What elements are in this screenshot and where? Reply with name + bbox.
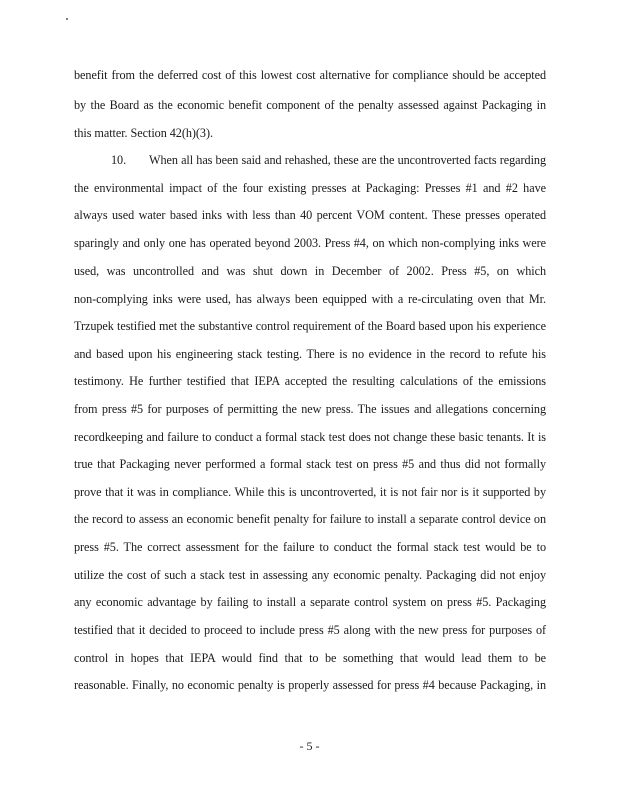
text-line: sparingly and only one has operated beyond 2003. Press #4, on which non-complying inks were xyxy=(74,236,546,250)
text-line: benefit from the deferred cost of this lowest cost alternative for compliance should be accepted xyxy=(74,68,546,82)
text-line: true that Packaging never performed a formal stack test on press #5 and thus did not formally xyxy=(74,457,546,471)
text-line: Trzupek testified met the substantive control requirement of the Board based upon his experience xyxy=(74,319,546,333)
text-line: the environmental impact of the four existing presses at Packaging: Presses #1 and #2 have xyxy=(74,181,546,195)
text-line: always used water based inks with less than 40 percent VOM content. These presses operated xyxy=(74,208,546,222)
text-line: and based upon his engineering stack testing. There is no evidence in the record to refute his xyxy=(74,347,546,361)
text-line: reasonable. Finally, no economic penalty is properly assessed for press #4 because Packaging, in xyxy=(74,678,546,692)
text-line: testified that it decided to proceed to include press #5 along with the new press for purposes of xyxy=(74,623,546,637)
text-line: non-complying inks were used, has always been equipped with a re-circulating oven that Mr. xyxy=(74,292,546,306)
text-line: any economic advantage by failing to install a separate control system on press #5. Packaging xyxy=(74,595,546,609)
text-line: control in hopes that IEPA would find that to be something that would lead them to be xyxy=(74,651,546,665)
text-line: used, was uncontrolled and was shut down in December of 2002. Press #5, on which xyxy=(74,264,546,278)
text-line: the record to assess an economic benefit penalty for failure to install a separate control device on xyxy=(74,512,546,526)
paragraph-first-line xyxy=(74,153,546,167)
text-line: by the Board as the economic benefit component of the penalty assessed against Packaging in xyxy=(74,98,546,112)
text-line: from press #5 for purposes of permitting the new press. The issues and allegations concerning xyxy=(74,402,546,416)
text-line: this matter. Section 42(h)(3). xyxy=(74,126,213,140)
text-line: recordkeeping and failure to conduct a formal stack test does not change these basic tenants. It is xyxy=(74,430,546,444)
page-number: - 5 - xyxy=(299,739,320,753)
scan-speck xyxy=(66,18,68,20)
text-line: testimony. He further testified that IEPA accepted the resulting calculations of the emissions xyxy=(74,374,546,388)
text-line: prove that it was in compliance. While this is uncontroverted, it is not fair nor is it supported by xyxy=(74,485,546,499)
text-line: When all has been said and rehashed, these are the uncontroverted facts regarding xyxy=(149,153,546,167)
text-line: utilize the cost of such a stack test in assessing any economic penalty. Packaging did not enjoy xyxy=(74,568,546,582)
paragraph-number: 10. xyxy=(111,153,127,167)
text-line: press #5. The correct assessment for the failure to conduct the formal stack test would be to xyxy=(74,540,546,554)
